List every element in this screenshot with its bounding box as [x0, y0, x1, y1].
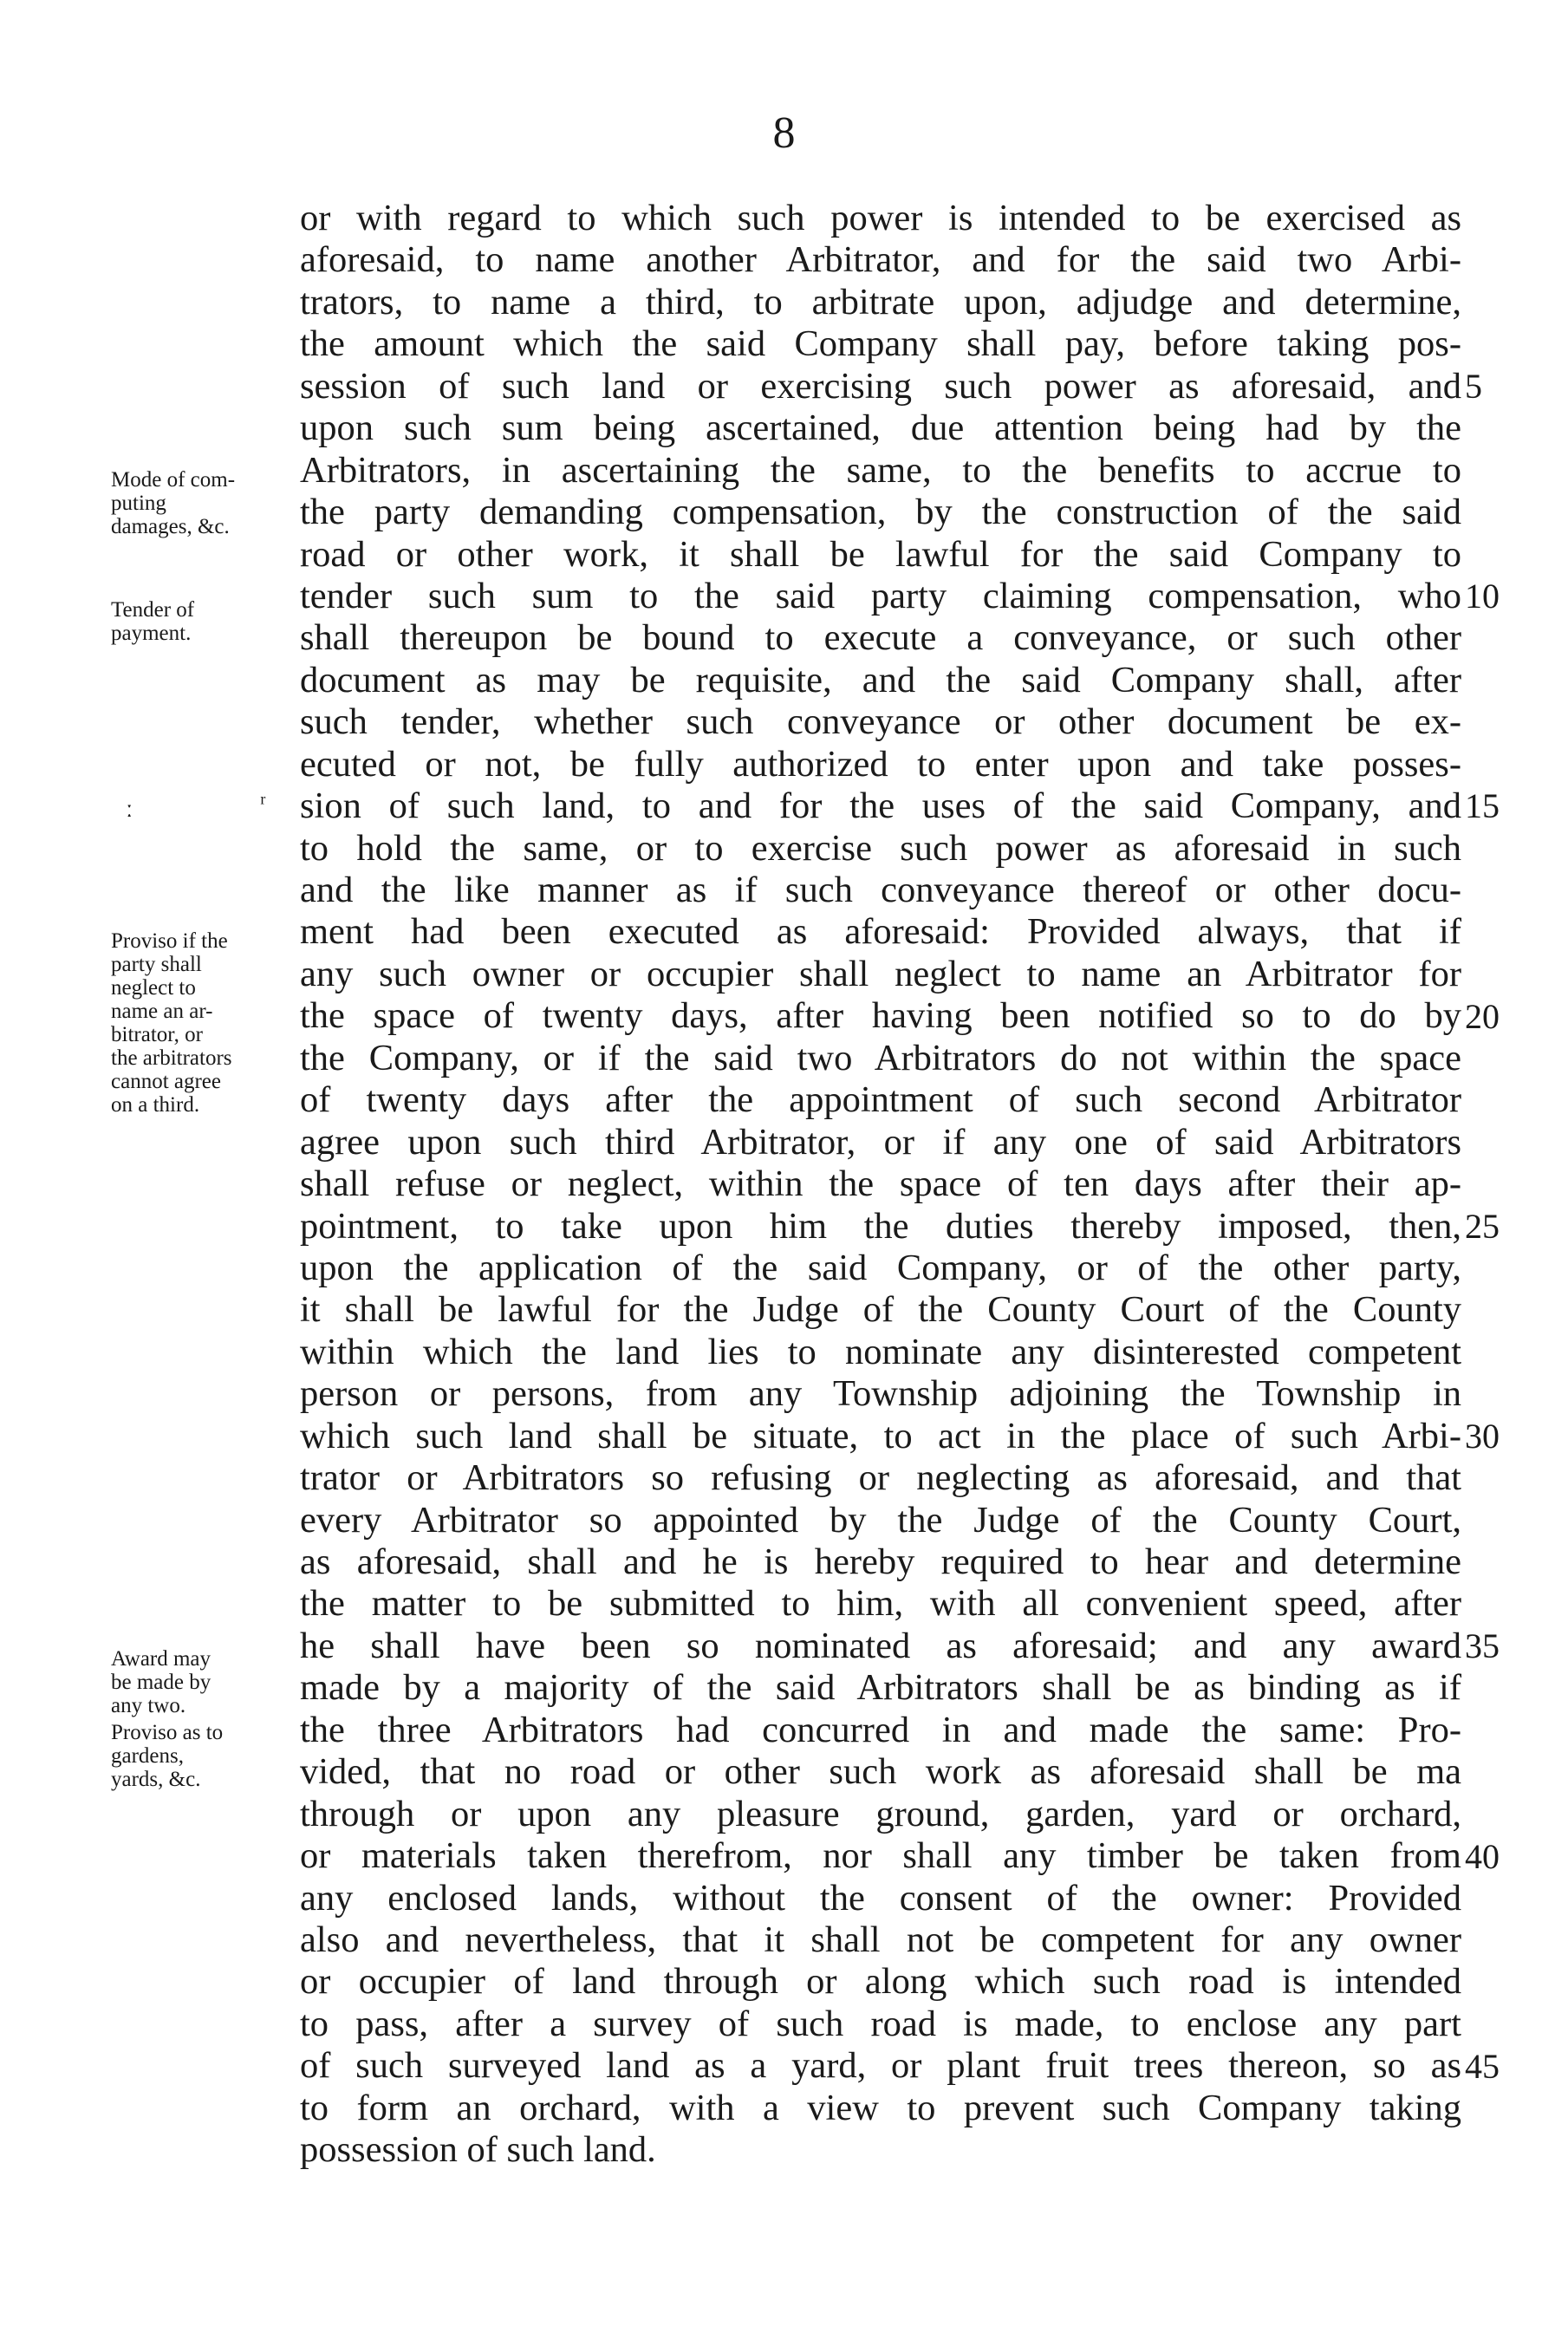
- text-line: within which the land lies to nominate any disinterested competent: [300, 1331, 1461, 1372]
- text-line: any such owner or occupier shall neglect to name an Arbitrator for: [300, 953, 1461, 994]
- text-line: agree upon such third Arbitrator, or if any one of said Arbitrators: [300, 1121, 1461, 1163]
- body-text: [300, 198, 1461, 2172]
- text-line: to form an orchard, with a view to prevent such Company taking: [300, 2087, 1461, 2128]
- margin-note-line: gardens,: [111, 1744, 184, 1768]
- text-line: or with regard to which such power is intended to be exercised as: [300, 198, 1461, 238]
- margin-note-proviso-gardens: [111, 1721, 293, 1791]
- page-number: 8: [772, 108, 796, 158]
- margin-note-line: Proviso as to: [111, 1721, 224, 1744]
- text-line: to pass, after a survey of such road is made, to enclose any part: [300, 2003, 1461, 2044]
- margin-note-line: on a third.: [111, 1093, 200, 1117]
- text-line: vided, that no road or other such work as aforesaid shall be ma: [300, 1751, 1461, 1793]
- margin-note-award-by-two: [111, 1647, 293, 1717]
- line-number: 20: [1465, 996, 1500, 1036]
- text-line: the party demanding compensation, by the construction of the said: [300, 492, 1461, 533]
- margin-note-line: Proviso if the: [111, 929, 228, 953]
- text-line: as aforesaid, shall and he is hereby required to hear and determine: [300, 1541, 1461, 1582]
- text-line: such tender, whether such conveyance or other document be ex-: [300, 701, 1461, 743]
- text-line: person or persons, from any Township adjoining the Township in: [300, 1373, 1461, 1415]
- margin-note-line: Tender of: [111, 598, 195, 622]
- line-number: 15: [1465, 786, 1500, 826]
- text-line: it shall be lawful for the Judge of the County Court of the County: [300, 1289, 1461, 1331]
- line-number: 40: [1465, 1836, 1500, 1876]
- margin-note-line: payment.: [111, 622, 192, 645]
- text-line: aforesaid, to name another Arbitrator, and for the said two Arbi-: [300, 239, 1461, 281]
- stray-mark: ː: [126, 794, 133, 823]
- text-line: upon the application of the said Company, or of the other party,: [300, 1247, 1461, 1288]
- stray-mark: ʳ: [260, 789, 266, 818]
- text-line: any enclosed lands, without the consent of the owner: Provided: [300, 1877, 1461, 1919]
- text-line: or occupier of land through or along which such road is intended: [300, 1961, 1461, 2003]
- text-line: of such surveyed land as a yard, or plant fruit trees thereon, so as: [300, 2045, 1461, 2087]
- text-line: made by a majority of the said Arbitrators shall be as binding as if: [300, 1667, 1461, 1709]
- margin-note-tender-of-payment: [111, 598, 293, 645]
- margin-note-line: cannot agree: [111, 1070, 222, 1093]
- margin-note-line: neglect to: [111, 976, 196, 1000]
- line-number: 35: [1465, 1626, 1500, 1666]
- text-line: the three Arbitrators had concurred in and made the same: Pro-: [300, 1709, 1461, 1750]
- margin-note-mode-of-computing: [111, 468, 293, 538]
- margin-note-line: party shall: [111, 953, 202, 976]
- text-line: to hold the same, or to exercise such power as aforesaid in such: [300, 827, 1461, 869]
- text-line: trator or Arbitrators so refusing or neglecting as aforesaid, and that: [300, 1457, 1461, 1499]
- margin-note-line: any two.: [111, 1694, 186, 1717]
- margin-note-line: Award may: [111, 1647, 211, 1671]
- text-line: ment had been executed as aforesaid: Provided always, that if: [300, 911, 1461, 953]
- text-line: document as may be requisite, and the said Company shall, after: [300, 659, 1461, 700]
- margin-note-line: bitrator, or: [111, 1023, 203, 1046]
- margin-note-proviso-arbitrator: [111, 929, 293, 1117]
- line-number: 25: [1465, 1206, 1500, 1246]
- text-line: possession of such land.: [300, 2129, 656, 2171]
- line-number: 45: [1465, 2046, 1500, 2086]
- margin-note-line: yards, &c.: [111, 1768, 201, 1791]
- text-line: every Arbitrator so appointed by the Judge of the County Court,: [300, 1499, 1461, 1541]
- line-number: 10: [1465, 577, 1500, 616]
- margin-note-line: puting: [111, 492, 166, 515]
- text-line: shall refuse or neglect, within the space of ten days after their ap-: [300, 1163, 1461, 1205]
- text-line: upon such sum being ascertained, due attention being had by the: [300, 407, 1461, 449]
- margin-note-line: name an ar-: [111, 1000, 213, 1023]
- line-number: 5: [1465, 366, 1482, 406]
- text-line: session of such land or exercising such power as aforesaid, and: [300, 365, 1461, 407]
- text-line: and the like manner as if such conveyance thereof or other docu-: [300, 870, 1461, 910]
- margin-note-line: damages, &c.: [111, 515, 230, 538]
- text-line: Arbitrators, in ascertaining the same, to the benefits to accrue to: [300, 449, 1461, 491]
- margin-note-line: Mode of com-: [111, 468, 236, 492]
- text-line: through or upon any pleasure ground, garden, yard or orchard,: [300, 1793, 1461, 1834]
- text-line: road or other work, it shall be lawful for the said Company to: [300, 533, 1461, 575]
- text-line: he shall have been so nominated as aforesaid; and any award: [300, 1625, 1461, 1666]
- text-line: tender such sum to the said party claiming compensation, who: [300, 575, 1461, 616]
- text-line: the amount which the said Company shall pay, before taking pos-: [300, 323, 1461, 365]
- margin-note-line: the arbitrators: [111, 1046, 232, 1070]
- text-line: sion of such land, to and for the uses of the said Company, and: [300, 785, 1461, 827]
- text-line: of twenty days after the appointment of such second Arbitrator: [300, 1079, 1461, 1121]
- text-line: also and nevertheless, that it shall not be competent for any owner: [300, 1919, 1461, 1960]
- margin-note-line: be made by: [111, 1671, 211, 1694]
- text-line: trators, to name a third, to arbitrate upon, adjudge and determine,: [300, 281, 1461, 323]
- text-line: the Company, or if the said two Arbitrators do not within the space: [300, 1037, 1461, 1078]
- text-line: the matter to be submitted to him, with all convenient speed, after: [300, 1583, 1461, 1625]
- text-line: the space of twenty days, after having been notified so to do by: [300, 995, 1461, 1037]
- line-number: 30: [1465, 1417, 1500, 1456]
- text-line: ecuted or not, be fully authorized to enter upon and take posses-: [300, 743, 1461, 785]
- text-line: pointment, to take upon him the duties thereby imposed, then,: [300, 1205, 1461, 1247]
- text-line: shall thereupon be bound to execute a conveyance, or such other: [300, 617, 1461, 659]
- text-line: or materials taken therefrom, nor shall any timber be taken from: [300, 1835, 1461, 1877]
- text-line: which such land shall be situate, to act in the place of such Arbi-: [300, 1415, 1461, 1456]
